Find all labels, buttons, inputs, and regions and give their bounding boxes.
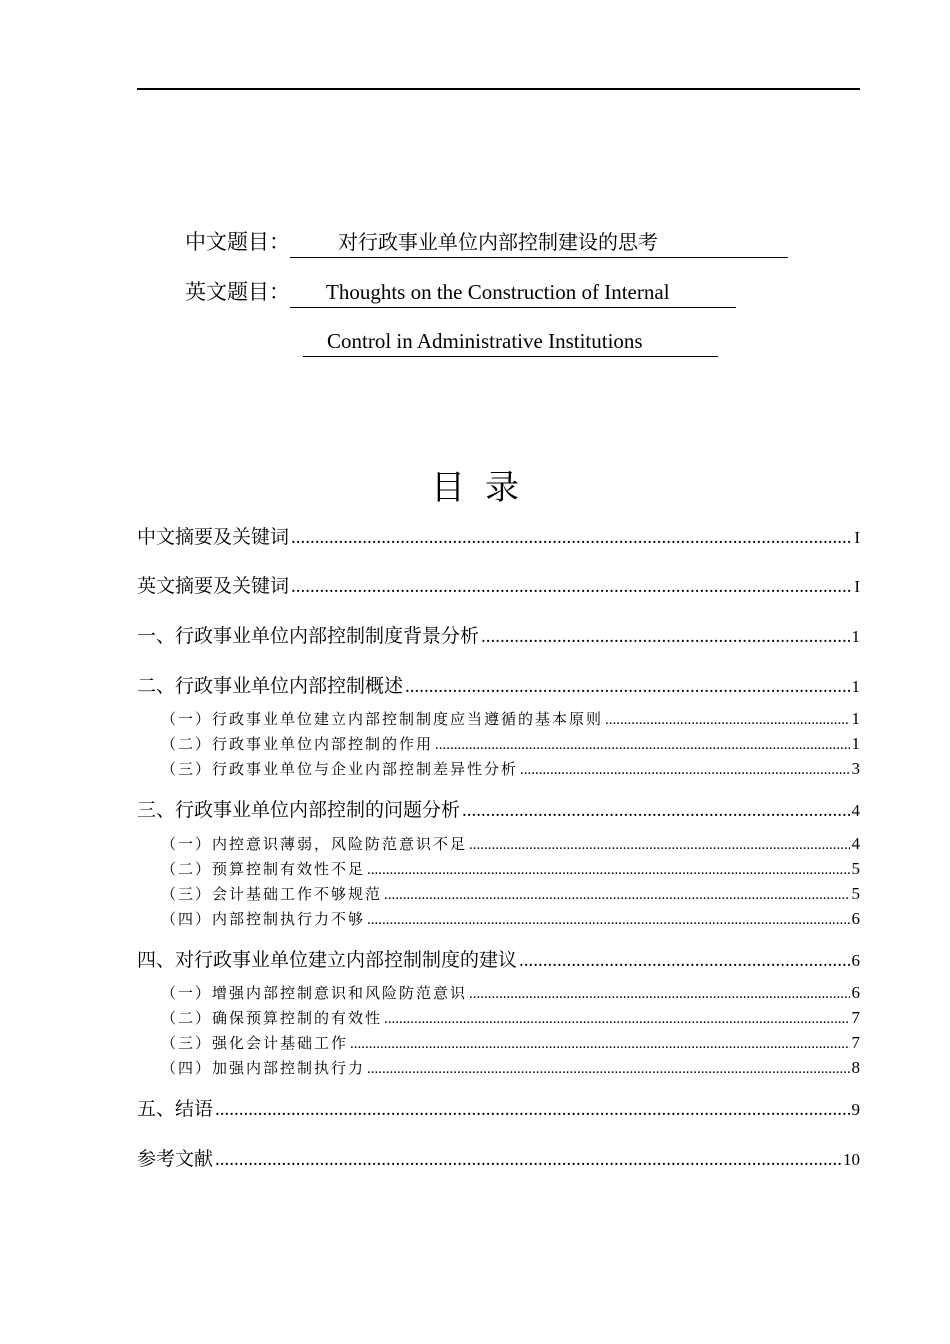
toc-entry-text: （一）内控意识薄弱，风险防范意识不足	[161, 835, 468, 853]
toc-entry[interactable]	[137, 671, 860, 699]
toc-page-number: I	[854, 528, 860, 547]
toc-entry-text: （一）行政事业单位建立内部控制制度应当遵循的基本原则	[161, 710, 604, 728]
toc-leader-dots	[215, 1149, 841, 1171]
toc-entry[interactable]	[137, 1144, 860, 1172]
toc-leader-dots	[605, 712, 849, 729]
toc-page-number: 10	[843, 1150, 860, 1169]
toc-entry-text: 中文摘要及关键词	[137, 526, 290, 548]
toc-subentry[interactable]	[137, 982, 860, 1004]
toc-subentry[interactable]	[137, 883, 860, 905]
toc-entry-text: （三）会计基础工作不够规范	[161, 885, 383, 903]
toc-entry-text: 参考文献	[137, 1148, 214, 1170]
toc-leader-dots	[384, 1011, 849, 1028]
en-title-value-line2: Control in Administrative Institutions	[303, 327, 718, 357]
toc-leader-dots	[469, 837, 849, 854]
toc-leader-dots	[481, 626, 849, 648]
toc-leader-dots	[435, 737, 849, 754]
toc-entry-text: 三、行政事业单位内部控制的问题分析	[137, 799, 461, 821]
toc-leader-dots	[291, 527, 852, 549]
toc-entry[interactable]	[137, 621, 860, 649]
zh-title-label: 中文题目：	[185, 230, 290, 254]
toc-page-number: 7	[851, 1033, 860, 1052]
toc-leader-dots	[469, 986, 849, 1003]
toc-page-number: I	[854, 577, 860, 596]
toc-page-number: 6	[851, 951, 860, 970]
toc-page-number: 4	[851, 801, 860, 820]
toc-entry-text: （三）行政事业单位与企业内部控制差异性分析	[161, 760, 519, 778]
toc-leader-dots	[367, 862, 849, 879]
toc-page-number: 8	[851, 1058, 860, 1077]
toc-subentry[interactable]	[137, 1057, 860, 1079]
toc-subentry[interactable]	[137, 708, 860, 730]
en-title-value-line1: Thoughts on the Construction of Internal	[290, 278, 736, 308]
toc-entry[interactable]	[137, 1094, 860, 1122]
toc-entry-text: （二）行政事业单位内部控制的作用	[161, 735, 434, 753]
toc-subentry[interactable]	[137, 908, 860, 930]
toc-subentry[interactable]	[137, 1032, 860, 1054]
en-title-line-1	[185, 278, 736, 308]
toc-entry-text: （三）强化会计基础工作	[161, 1034, 349, 1052]
toc-leader-dots	[367, 912, 849, 929]
toc-page-number: 1	[851, 677, 860, 696]
toc-page-number: 9	[851, 1100, 860, 1119]
toc-subentry[interactable]	[137, 858, 860, 880]
toc-subentry[interactable]	[137, 733, 860, 755]
toc-leader-dots	[520, 762, 849, 779]
toc-entry-text: （一）增强内部控制意识和风险防范意识	[161, 984, 468, 1002]
toc-page-number: 6	[851, 983, 860, 1002]
toc-entry-text: 五、结语	[137, 1098, 214, 1120]
en-title-line-2	[303, 327, 718, 357]
toc-entry-text: （二）确保预算控制的有效性	[161, 1009, 383, 1027]
toc-subentry[interactable]	[137, 1007, 860, 1029]
toc-page-number: 5	[851, 859, 860, 878]
toc-leader-dots	[405, 676, 849, 698]
en-title-label: 英文题目：	[185, 280, 290, 304]
toc-entry[interactable]	[137, 571, 860, 599]
toc-entry-text: （二）预算控制有效性不足	[161, 860, 366, 878]
toc-page-number: 1	[851, 734, 860, 753]
toc-subentry[interactable]	[137, 758, 860, 780]
toc-entry[interactable]	[137, 522, 860, 550]
toc-entry-text: 二、行政事业单位内部控制概述	[137, 675, 404, 697]
toc-subentry[interactable]	[137, 833, 860, 855]
toc-leader-dots	[384, 887, 849, 904]
toc-entry-text: 四、对行政事业单位建立内部控制制度的建议	[137, 949, 518, 971]
toc-leader-dots	[462, 800, 849, 822]
toc-entry-text: 一、行政事业单位内部控制制度背景分析	[137, 625, 480, 647]
toc-page-number: 7	[851, 1008, 860, 1027]
toc-page-number: 1	[851, 709, 860, 728]
toc-leader-dots	[291, 576, 852, 598]
zh-title-line	[185, 228, 788, 258]
toc-entry[interactable]	[137, 795, 860, 823]
toc-page-number: 5	[851, 884, 860, 903]
toc-leader-dots	[350, 1036, 849, 1053]
toc-page-number: 4	[851, 834, 860, 853]
zh-title-value: 对行政事业单位内部控制建设的思考	[290, 228, 788, 258]
toc-page-number: 3	[851, 759, 860, 778]
toc-entry-text: （四）内部控制执行力不够	[161, 910, 366, 928]
header-rule	[137, 88, 860, 90]
toc-entry-text: 英文摘要及关键词	[137, 575, 290, 597]
toc-entry[interactable]	[137, 945, 860, 973]
toc-page-number: 6	[851, 909, 860, 928]
toc-entry-text: （四）加强内部控制执行力	[161, 1059, 366, 1077]
toc-leader-dots	[519, 950, 849, 972]
toc-page-number: 1	[851, 627, 860, 646]
toc-leader-dots	[367, 1061, 849, 1078]
toc-heading: 目录	[431, 468, 539, 508]
toc-leader-dots	[215, 1099, 849, 1121]
